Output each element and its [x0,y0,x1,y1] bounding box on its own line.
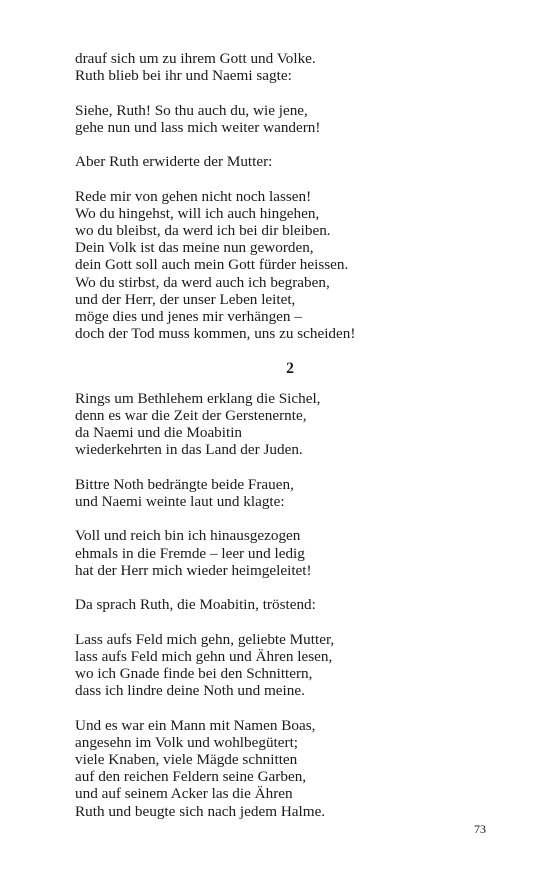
verse-line: viele Knaben, viele Mägde schnitten [75,750,298,768]
verse-line: Da sprach Ruth, die Moabitin, tröstend: [75,596,316,614]
verse-line: wiederkehrten in das Land der Juden. [75,441,303,459]
verse-line: ehmals in die Fremde – leer und ledig [75,544,305,562]
stanza [75,188,475,343]
verse-line: möge dies und jenes mir verhängen – [75,308,302,325]
verse-line: Wo du stirbst, da werd auch ich begraben, [75,273,330,291]
verse-line: Rings um Bethlehem erklang die Sichel, [75,389,321,407]
stanza [75,631,475,700]
stanza [75,717,475,820]
verse-line: und auf seinem Acker las die Ähren [75,785,293,803]
verse-line: auf den reichen Feldern seine Garben, [75,768,307,786]
stanza [75,153,475,170]
verse-line: Lass aufs Feld mich gehn, geliebte Mutter, [75,630,335,648]
section-number: 2 [286,359,294,377]
stanza [75,50,475,84]
verse-line: Und es war ein Mann mit Namen Boas, [75,716,316,734]
verse-line: Dein Volk ist das meine nun geworden, [75,239,314,257]
verse-line: wo du bleibst, da werd ich bei dir bleiben. [75,221,331,239]
stanza [75,476,475,510]
verse-line: gehe nun und lass mich weiter wandern! [75,118,321,136]
verse-line: hat der Herr mich wieder heimgeleitet! [75,561,312,579]
verse-line: Aber Ruth erwiderte der Mutter: [75,153,273,171]
stanza [75,102,475,136]
stanza [75,596,475,613]
verse-line: Wo du hingehst, will ich auch hingehen, [75,204,320,222]
verse-line: Voll und reich bin ich hinausgezogen [75,527,301,545]
verse-line: denn es war die Zeit der Gerstenernte, [75,407,307,424]
poem-section-1 [75,50,475,342]
verse-line: lass aufs Feld mich gehn und Ähren lesen, [75,647,333,665]
verse-line: und Naemi weinte laut und klagte: [75,493,285,510]
verse-line: Ruth blieb bei ihr und Naemi sagte: [75,67,292,85]
verse-line: dass ich lindre deine Noth und meine. [75,682,305,700]
stanza [75,390,475,459]
verse-line: wo ich Gnade finde bei den Schnittern, [75,664,313,682]
verse-line: und der Herr, der unser Leben leitet, [75,290,296,308]
verse-line: doch der Tod muss kommen, uns zu scheiden! [75,325,356,343]
stanza [75,527,475,579]
verse-line: angesehn im Volk und wohlbegütert; [75,733,299,751]
verse-line: Bittre Noth bedrängte beide Frauen, [75,475,294,493]
verse-line: Ruth und beugte sich nach jedem Halme. [75,802,326,820]
poem-section-2 [75,390,475,820]
verse-line: Siehe, Ruth! So thu auch du, wie jene, [75,101,308,119]
poem-text [75,50,475,837]
page-number: 73 [474,822,486,836]
verse-line: drauf sich um zu ihrem Gott und Volke. [75,50,316,67]
verse-line: da Naemi und die Moabitin [75,424,243,442]
verse-line: dein Gott soll auch mein Gott fürder heissen. [75,256,349,274]
verse-line: Rede mir von gehen nicht noch lassen! [75,187,312,205]
